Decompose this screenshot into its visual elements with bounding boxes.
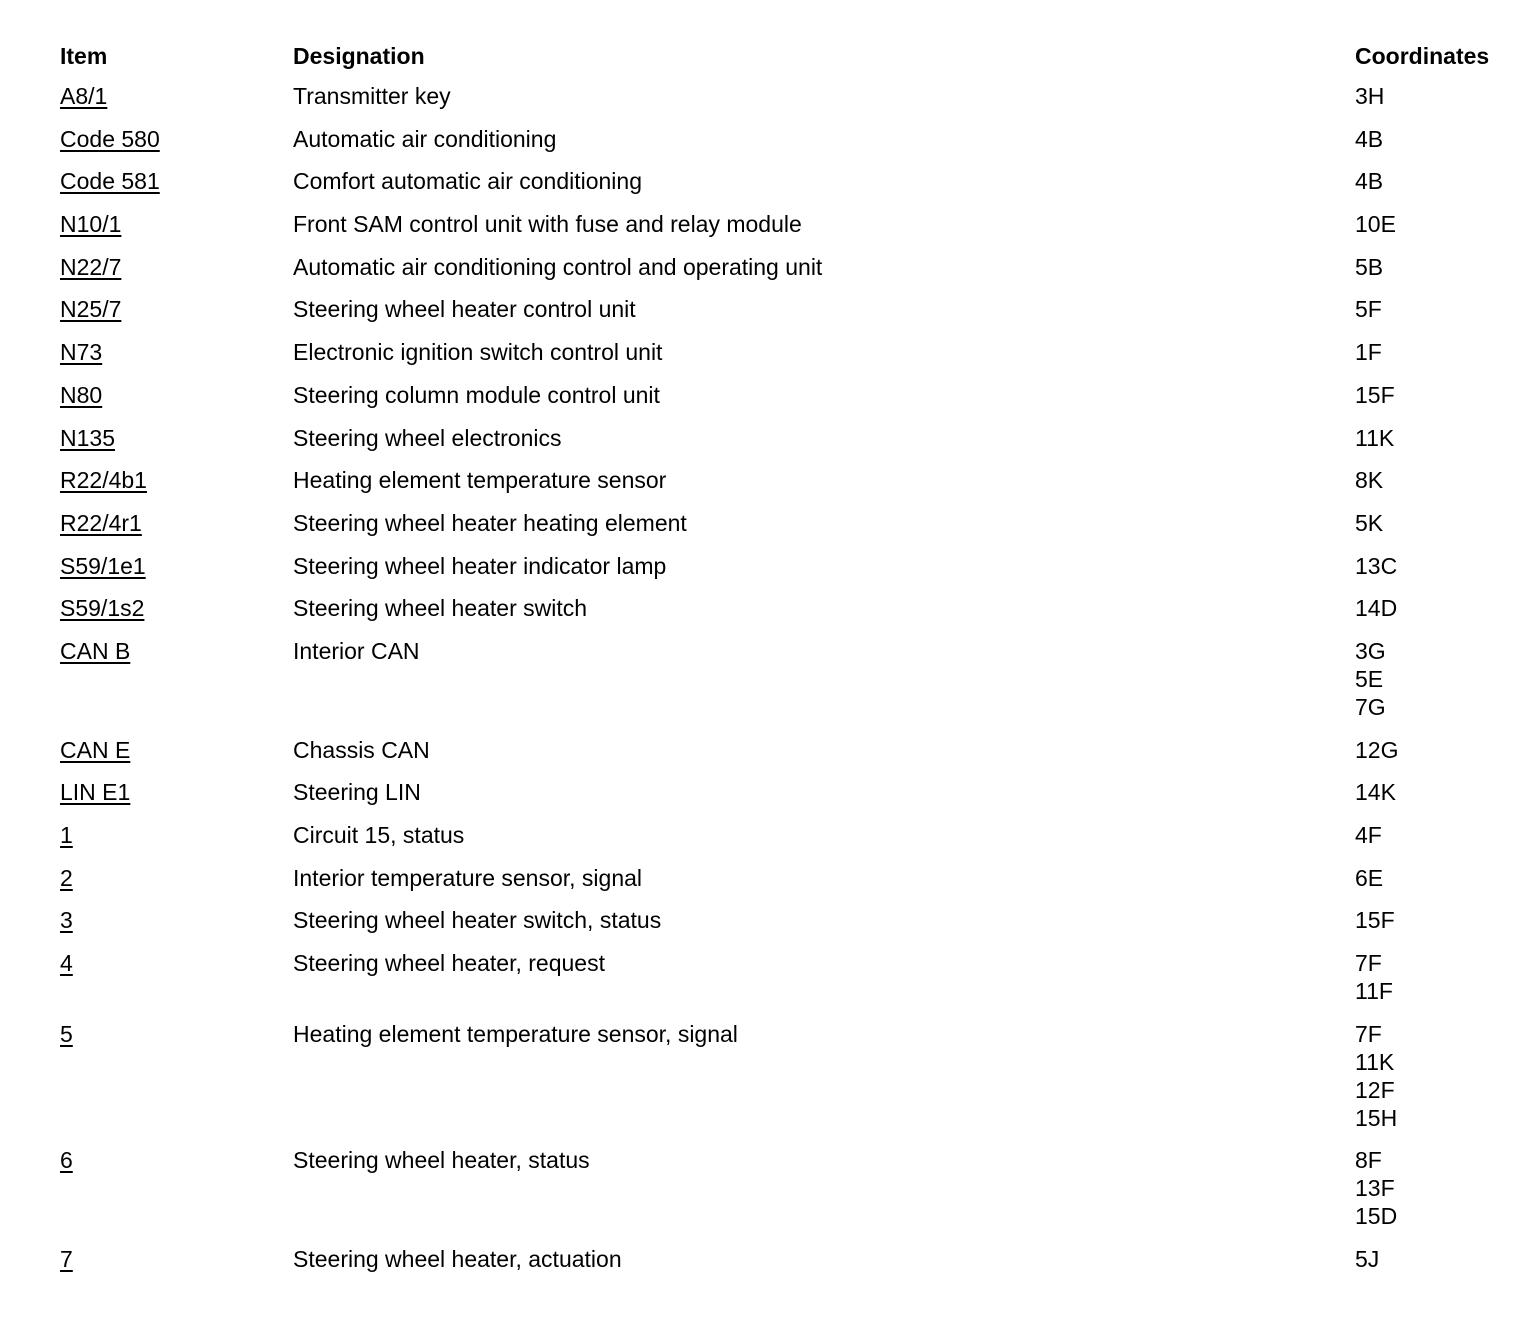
coordinates-cell [1355, 864, 1520, 907]
designation-cell: Circuit 15, status [293, 822, 465, 848]
coordinate-value: 12F [1355, 1076, 1395, 1103]
designation-cell: Chassis CAN [293, 736, 430, 763]
coordinates-cell [1355, 906, 1520, 949]
coordinate-value: 14D [1355, 595, 1398, 622]
item-cell [60, 424, 293, 467]
designation-cell: Comfort automatic air conditioning [293, 168, 642, 195]
table-row [60, 821, 1520, 864]
table-row [60, 125, 1520, 168]
coordinate-value: 15F [1355, 381, 1395, 408]
coordinate-value: 4B [1355, 125, 1384, 152]
designation-cell: Automatic air conditioning control and operating unit [293, 253, 823, 280]
item-link[interactable]: N80 [60, 381, 103, 408]
coordinates-cell [1355, 736, 1520, 779]
designation-cell: Steering wheel heater switch [293, 595, 588, 622]
item-link[interactable]: 4 [60, 950, 73, 977]
table-row [60, 424, 1520, 467]
item-link[interactable]: 5 [60, 1020, 73, 1047]
designation-cell: Steering wheel heater control unit [293, 296, 636, 323]
item-link[interactable]: CAN E [60, 736, 131, 763]
table-row [60, 381, 1520, 424]
designation-cell: Electronic ignition switch control unit [293, 339, 663, 366]
item-cell [60, 167, 293, 210]
table-row [60, 466, 1520, 509]
item-link[interactable]: 6 [60, 1147, 73, 1174]
coordinates-cell [1355, 167, 1520, 210]
item-cell [60, 736, 293, 779]
coordinate-value: 15F [1355, 907, 1395, 934]
designation-cell: Steering column module control unit [293, 381, 660, 408]
table-row [60, 295, 1520, 338]
coordinate-value: 13F [1355, 1175, 1395, 1202]
coordinate-value: 11F [1355, 978, 1393, 1005]
table-row [60, 167, 1520, 210]
coordinate-value: 6E [1355, 864, 1384, 891]
designation-cell: Heating element temperature sensor, signal [293, 1020, 738, 1047]
header-coordinates: Coordinates [1355, 43, 1490, 69]
item-link[interactable]: S59/1s2 [60, 595, 145, 622]
coordinates-cell [1355, 295, 1520, 338]
table-row [60, 1020, 1520, 1147]
coordinates-cell [1355, 821, 1520, 864]
designation-cell: Heating element temperature sensor [293, 467, 667, 494]
item-cell [60, 381, 293, 424]
coordinates-cell [1355, 1245, 1520, 1288]
legend-table [60, 42, 1520, 1288]
coordinates-cell [1355, 466, 1520, 509]
designation-cell: Automatic air conditioning [293, 125, 557, 152]
table-row [60, 1245, 1520, 1288]
table-row [60, 778, 1520, 821]
coordinates-cell [1355, 509, 1520, 552]
coordinates-cell [1355, 210, 1520, 253]
item-cell [60, 210, 293, 253]
designation-cell: Interior temperature sensor, signal [293, 864, 643, 891]
header-designation: Designation [293, 43, 425, 69]
header-row [60, 42, 1520, 82]
designation-cell: Steering wheel heater, status [293, 1147, 590, 1174]
coordinates-cell [1355, 1146, 1520, 1245]
coordinate-value: 5J [1355, 1246, 1380, 1273]
table-row [60, 594, 1520, 637]
coordinate-value: 1F [1355, 339, 1382, 366]
coordinate-value: 7F [1355, 950, 1382, 977]
coordinate-value: 12G [1355, 736, 1399, 763]
coordinate-value: 7G [1355, 693, 1386, 720]
item-cell [60, 509, 293, 552]
coordinate-value: 11K [1355, 424, 1395, 451]
coordinates-cell [1355, 594, 1520, 637]
coordinates-cell [1355, 338, 1520, 381]
designation-cell: Steering LIN [293, 779, 421, 806]
legend-body [60, 82, 1520, 1288]
coordinate-value: 7F [1355, 1020, 1382, 1047]
coordinates-cell [1355, 381, 1520, 424]
item-cell [60, 1020, 293, 1147]
designation-cell: Front SAM control unit with fuse and relay module [293, 211, 802, 238]
designation-cell: Steering wheel heater heating element [293, 509, 687, 536]
item-link[interactable]: N10/1 [60, 211, 122, 238]
coordinate-value: 15D [1355, 1203, 1398, 1230]
coordinate-value: 3H [1355, 83, 1385, 109]
item-link[interactable]: N73 [60, 339, 103, 366]
item-cell [60, 125, 293, 168]
table-row [60, 552, 1520, 595]
table-row [60, 1146, 1520, 1245]
item-link[interactable]: Code 581 [60, 168, 160, 195]
coordinate-value: 3G [1355, 637, 1386, 664]
table-row [60, 864, 1520, 907]
item-cell [60, 466, 293, 509]
table-row [60, 210, 1520, 253]
item-link[interactable]: A8/1 [60, 83, 108, 109]
coordinates-cell [1355, 637, 1520, 736]
table-row [60, 949, 1520, 1020]
item-link[interactable]: N22/7 [60, 253, 122, 280]
item-link[interactable]: N135 [60, 424, 115, 451]
coordinate-value: 4F [1355, 822, 1382, 848]
coordinate-value: 5E [1355, 665, 1384, 692]
designation-cell: Transmitter key [293, 83, 451, 109]
item-link[interactable]: S59/1e1 [60, 552, 146, 579]
item-link[interactable]: 7 [60, 1246, 73, 1273]
table-row [60, 338, 1520, 381]
item-link[interactable]: LIN E1 [60, 779, 131, 806]
item-link[interactable]: 2 [60, 864, 73, 891]
coordinates-cell [1355, 778, 1520, 821]
item-link[interactable]: R22/4r1 [60, 509, 142, 536]
item-cell [60, 864, 293, 907]
coordinates-cell [1355, 424, 1520, 467]
item-cell [60, 295, 293, 338]
item-cell [60, 821, 293, 864]
item-cell [60, 906, 293, 949]
item-cell [60, 82, 293, 125]
table-row [60, 253, 1520, 296]
designation-cell: Interior CAN [293, 637, 420, 664]
coordinate-value: 14K [1355, 779, 1396, 806]
header-item: Item [60, 43, 108, 69]
coordinates-cell [1355, 1020, 1520, 1147]
item-link[interactable]: 1 [60, 822, 73, 848]
coordinate-value: 13C [1355, 552, 1398, 579]
coordinate-value: 8F [1355, 1147, 1382, 1174]
item-cell [60, 949, 293, 1020]
item-cell [60, 552, 293, 595]
item-link[interactable]: Code 580 [60, 125, 160, 152]
item-link[interactable]: CAN B [60, 637, 131, 664]
coordinates-cell [1355, 125, 1520, 168]
table-row [60, 736, 1520, 779]
coordinate-value: 4B [1355, 168, 1384, 195]
item-cell [60, 338, 293, 381]
item-cell [60, 1146, 293, 1245]
coordinates-cell [1355, 552, 1520, 595]
item-link[interactable]: 3 [60, 907, 73, 934]
item-cell [60, 1245, 293, 1288]
item-cell [60, 253, 293, 296]
coordinate-value: 5F [1355, 296, 1382, 323]
item-cell [60, 637, 293, 736]
item-cell [60, 594, 293, 637]
item-link[interactable]: N25/7 [60, 296, 122, 323]
coordinate-value: 5K [1355, 509, 1384, 536]
item-link[interactable]: R22/4b1 [60, 467, 147, 494]
coordinate-value: 15H [1355, 1104, 1398, 1131]
table-row [60, 509, 1520, 552]
table-row [60, 906, 1520, 949]
designation-cell: Steering wheel heater indicator lamp [293, 552, 667, 579]
designation-cell: Steering wheel electronics [293, 424, 562, 451]
coordinate-value: 5B [1355, 253, 1384, 280]
designation-cell: Steering wheel heater switch, status [293, 907, 662, 934]
table-row [60, 637, 1520, 736]
coordinates-cell [1355, 253, 1520, 296]
coordinate-value: 11K [1355, 1048, 1395, 1075]
item-cell [60, 778, 293, 821]
designation-cell: Steering wheel heater, request [293, 950, 605, 977]
coordinates-cell [1355, 82, 1520, 125]
coordinate-value: 10E [1355, 211, 1396, 238]
designation-cell: Steering wheel heater, actuation [293, 1246, 622, 1273]
table-row [60, 82, 1520, 125]
coordinates-cell [1355, 949, 1520, 1020]
coordinate-value: 8K [1355, 467, 1384, 494]
